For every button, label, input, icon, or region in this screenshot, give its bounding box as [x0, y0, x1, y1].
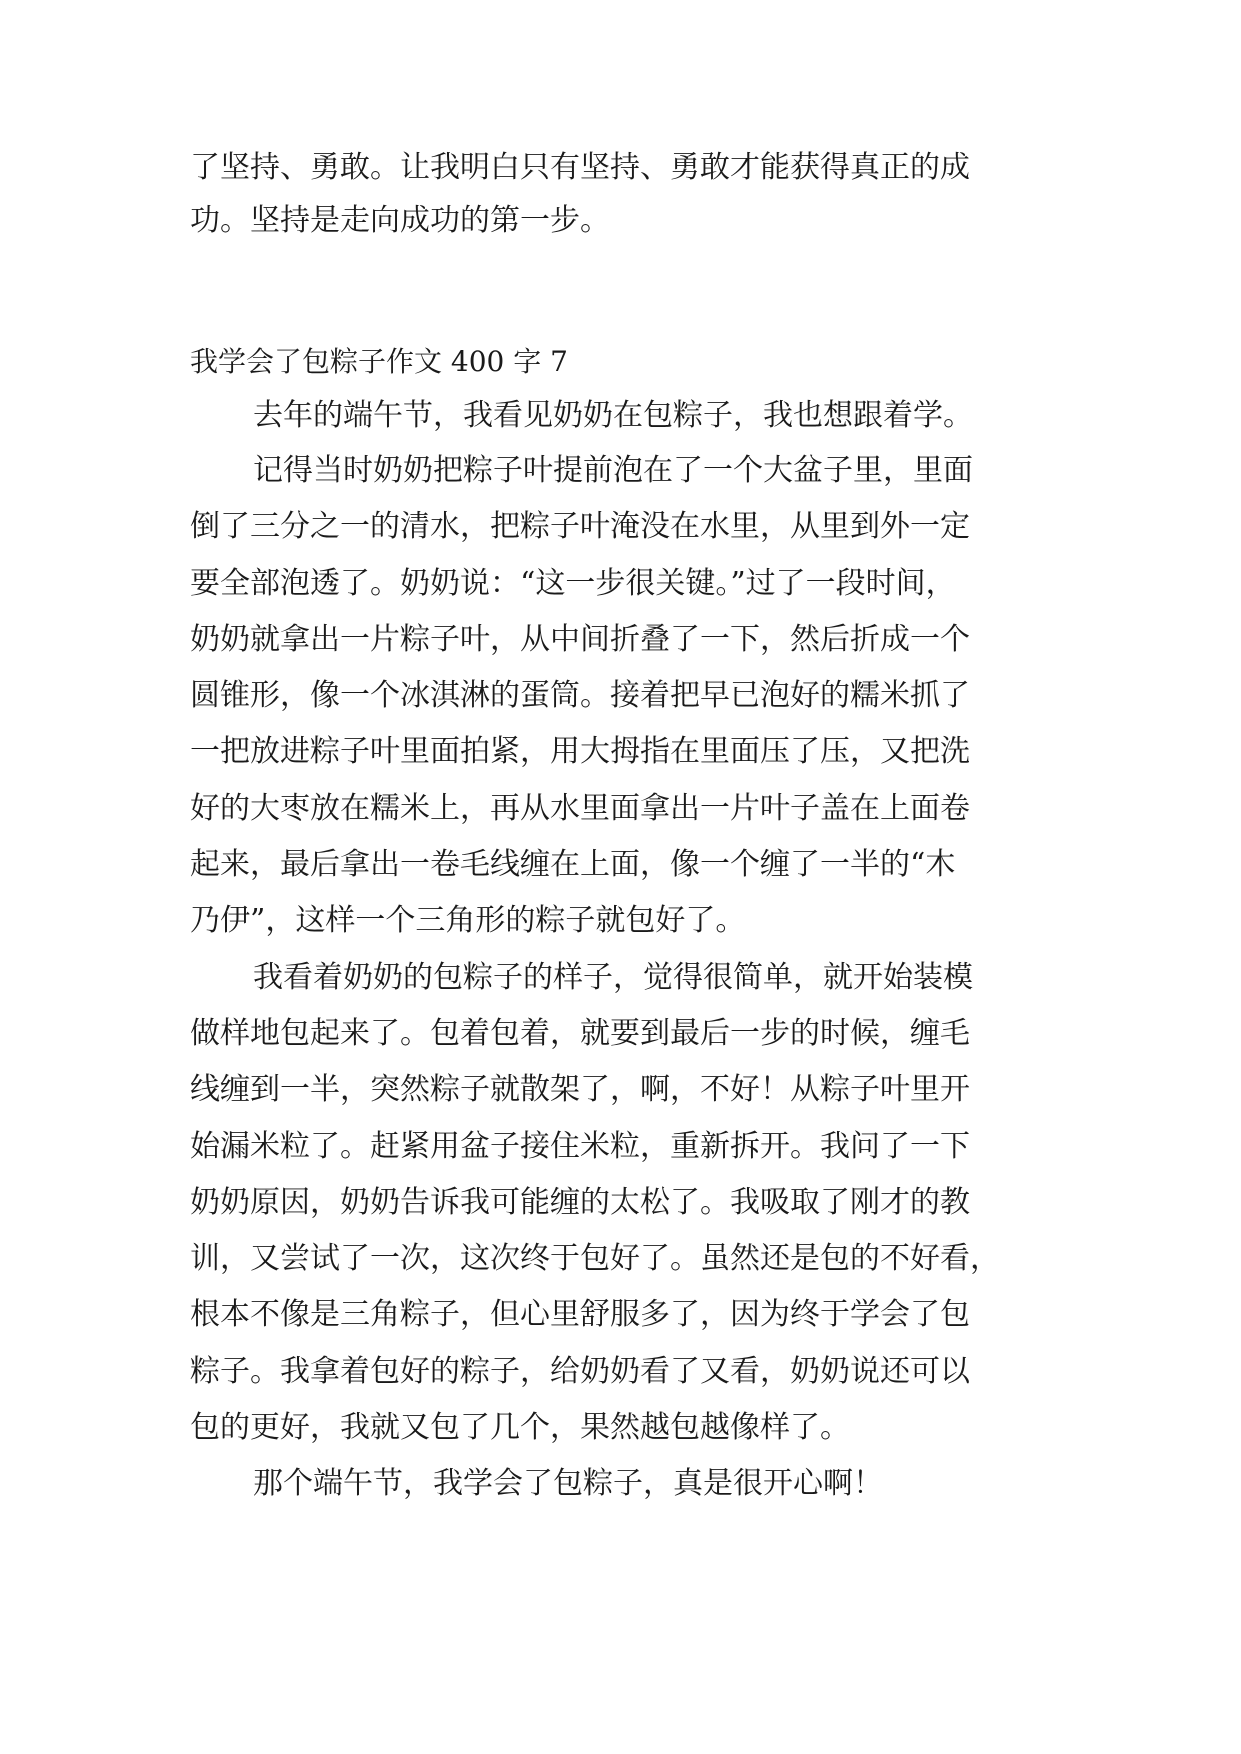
text-line: 训，又尝试了一次，这次终于包好了。虽然还是包的不好看，: [190, 1241, 1000, 1276]
text-line: 去年的端午节，我看见奶奶在包粽子，我也想跟着学。: [253, 398, 973, 433]
text-line: 起来，最后拿出一卷毛线缠在上面，像一个缠了一半的“木: [190, 847, 956, 882]
text-line: 圆锥形，像一个冰淇淋的蛋筒。接着把早已泡好的糯米抓了: [190, 678, 970, 713]
text-line: 奶奶原因，奶奶告诉我可能缠的太松了。我吸取了刚才的教: [190, 1185, 970, 1220]
text-line: 要全部泡透了。奶奶说：“这一步很关键。”过了一段时间，: [190, 566, 956, 601]
text-line: 我看着奶奶的包粽子的样子，觉得很简单，就开始装模: [253, 960, 973, 995]
text-line: 粽子。我拿着包好的粽子，给奶奶看了又看，奶奶说还可以: [190, 1354, 970, 1389]
text-line: 了坚持、勇敢。让我明白只有坚持、勇敢才能获得真正的成: [190, 150, 970, 185]
text-line: 包的更好，我就又包了几个，果然越包越像样了。: [190, 1410, 850, 1445]
text-line: 倒了三分之一的清水，把粽子叶淹没在水里，从里到外一定: [190, 509, 970, 544]
text-line: 线缠到一半，突然粽子就散架了，啊，不好！从粽子叶里开: [190, 1072, 970, 1107]
text-line: 一把放进粽子叶里面拍紧，用大拇指在里面压了压，又把洗: [190, 734, 970, 769]
text-line: 好的大枣放在糯米上，再从水里面拿出一片叶子盖在上面卷: [190, 791, 970, 826]
text-line: 功。坚持是走向成功的第一步。: [190, 203, 610, 238]
text-line: 做样地包起来了。包着包着，就要到最后一步的时候，缠毛: [190, 1016, 970, 1051]
section-title: 我学会了包粽子作文 400 字 7: [190, 345, 568, 378]
text-line: 那个端午节，我学会了包粽子，真是很开心啊！: [253, 1466, 883, 1501]
text-line: 记得当时奶奶把粽子叶提前泡在了一个大盆子里，里面: [253, 453, 973, 488]
text-line: 始漏米粒了。赶紧用盆子接住米粒，重新拆开。我问了一下: [190, 1129, 970, 1164]
text-line: 奶奶就拿出一片粽子叶，从中间折叠了一下，然后折成一个: [190, 622, 970, 657]
text-line: 根本不像是三角粽子，但心里舒服多了，因为终于学会了包: [190, 1297, 970, 1332]
text-line: 乃伊”，这样一个三角形的粽子就包好了。: [190, 903, 746, 938]
